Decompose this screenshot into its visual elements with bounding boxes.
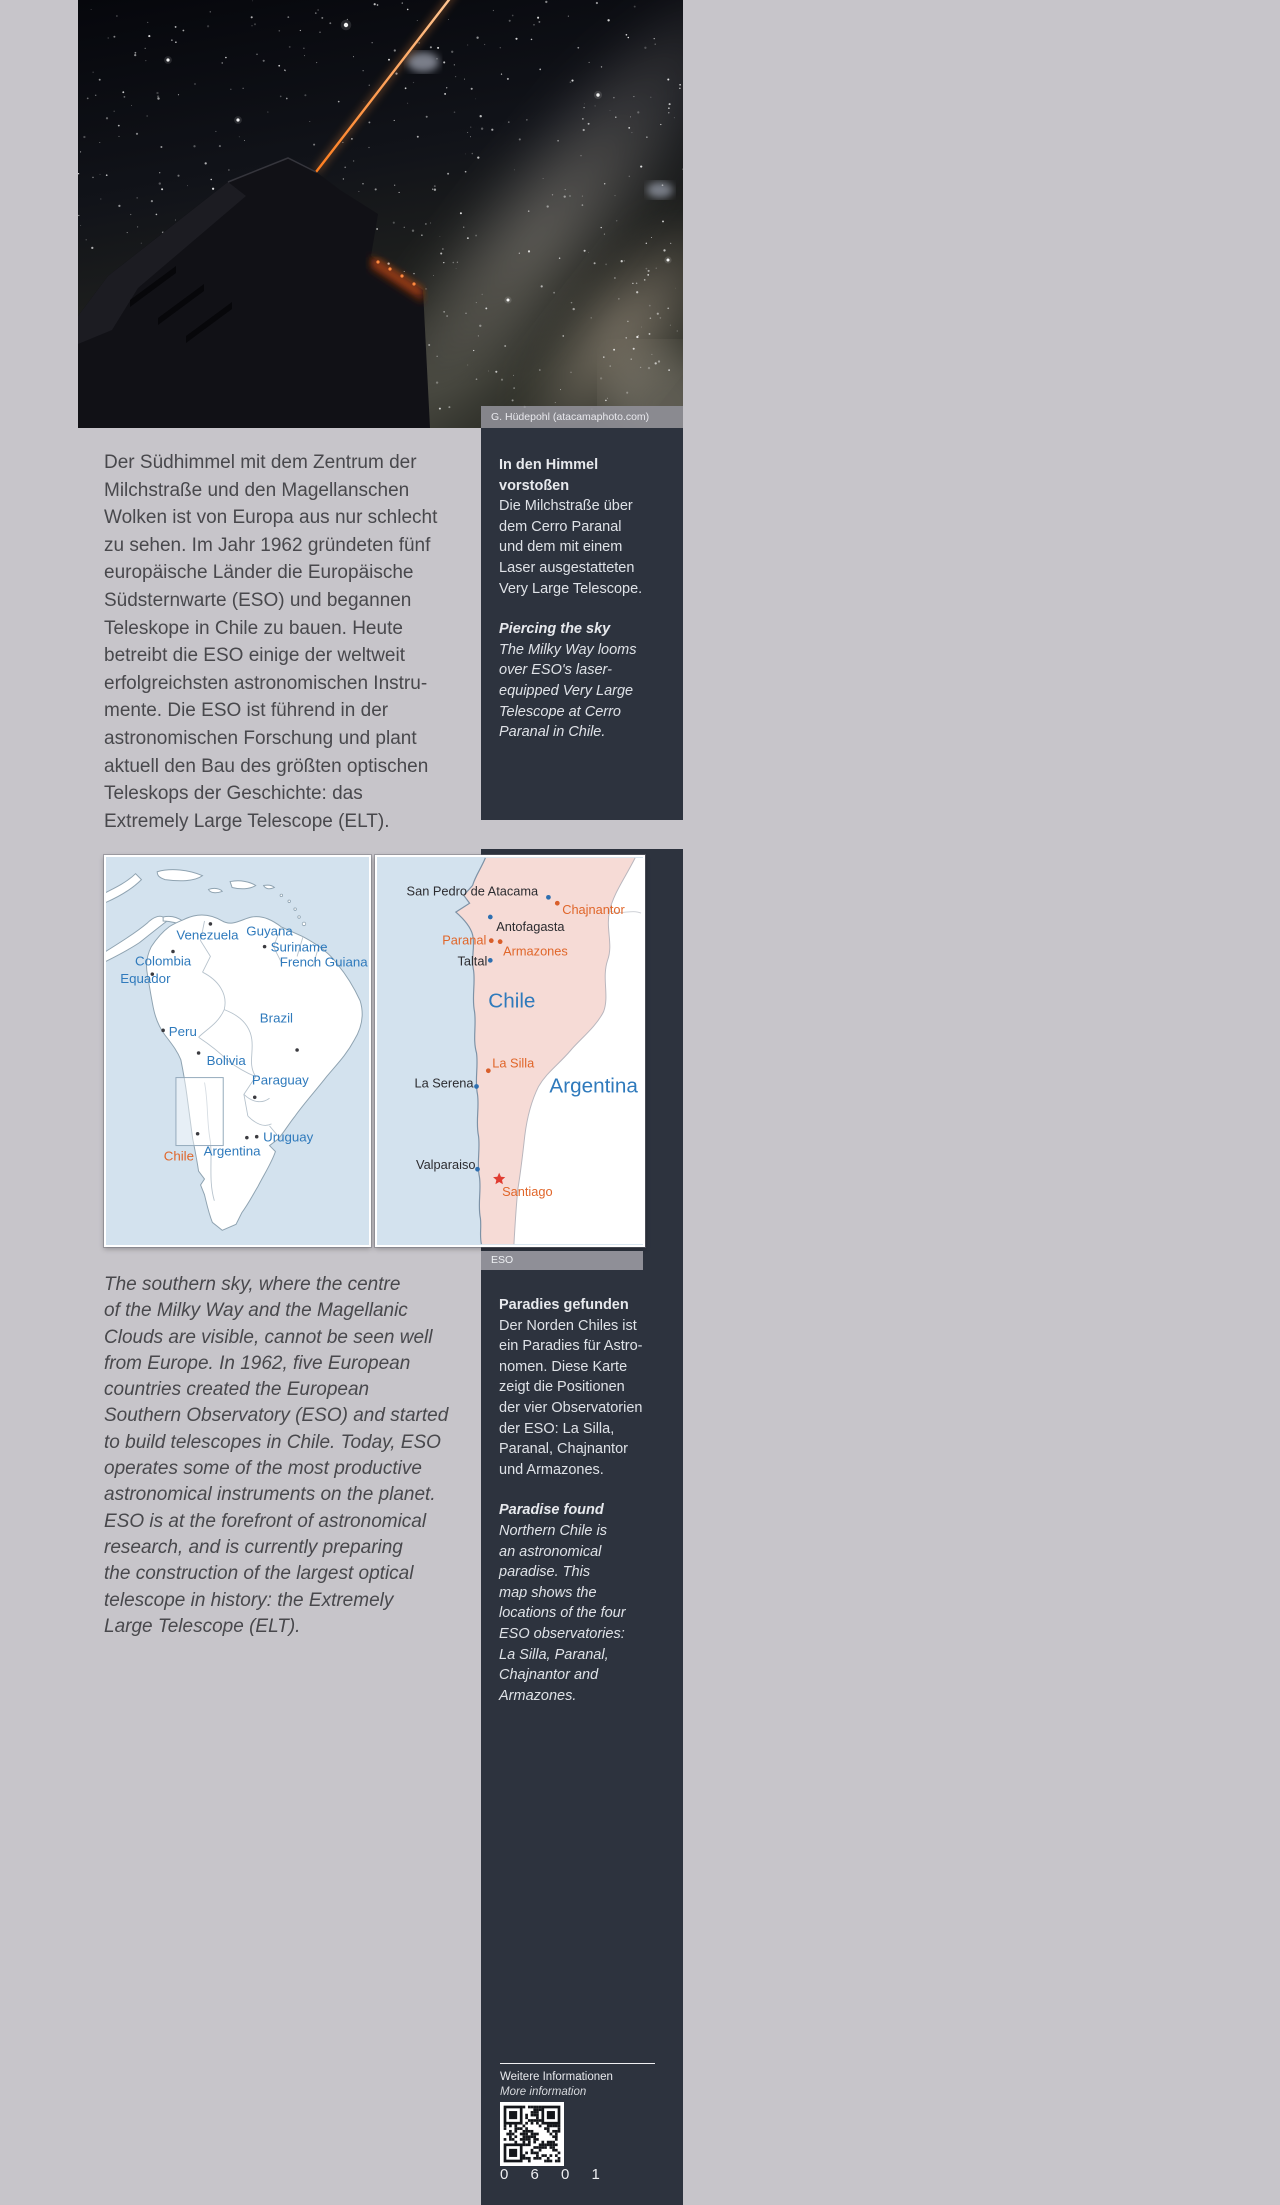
map-label: Taltal: [457, 953, 488, 969]
map-label: Bolivia: [206, 1052, 246, 1068]
map-label: Chajnantor: [562, 902, 625, 918]
footer-divider: [500, 2063, 655, 2064]
map-label: Valparaiso: [415, 1157, 476, 1173]
city-dot: [475, 1167, 480, 1172]
more-info-label-de: Weitere Informationen: [500, 2071, 613, 2083]
caption-title-de: In den Himmel vorstoßen: [499, 457, 599, 494]
photo-credit-bar: [481, 406, 683, 428]
map-label: Argentina: [203, 1143, 261, 1159]
intro-paragraph-de: Der Südhimmel mit dem Zentrum der Milchstraße und den Magellanschen Wolken ist von Europa aus nur schlecht zu sehen. Im Jahr 1962 gründeten fünf europäische Länder die Europäische Südsternwarte (ESO) und begannen Teleskope in Chile zu bauen. Heute betreibt die ESO einige der weltweit erfolgreichsten astronomischen Instru- mente. Die ESO ist führend in der astronomischen Forschung und plant aktuell den Bau des größten optischen Teleskops der Geschichte: das Extremely Large Telescope (ELT).: [104, 452, 438, 832]
night-sky-illustration: [78, 0, 683, 428]
page-number: 0 6 0 1: [500, 2166, 609, 2183]
qr-code: [500, 2102, 564, 2166]
city-dot: [196, 1132, 200, 1136]
caption2-body-en: Northern Chile is an astronomical paradise. This map shows the locations of the four ESO observatories: La Silla, Paranal, Chajnantor and Armazones.: [499, 1522, 626, 1704]
city-dot: [263, 945, 267, 949]
hero-photo: [78, 0, 683, 428]
caption-body-en: The Milky Way looms over ESO's laser- equipped Very Large Telescope at Cerro Paranal in Chile.: [499, 641, 637, 741]
city-dot: [245, 1136, 249, 1140]
caption-title-en: Piercing the sky: [499, 621, 611, 638]
map-label: French Guiana: [279, 954, 368, 970]
city-dot: [474, 1084, 479, 1089]
map-label: Paranal: [442, 932, 487, 948]
map-label: Peru: [168, 1024, 197, 1040]
map-label: Armazones: [503, 943, 568, 959]
map-label: Antofagasta: [496, 918, 565, 934]
map-label: Venezuela: [176, 927, 239, 943]
photo-credit-text: G. Hüdepohl (atacamaphoto.com): [491, 411, 650, 423]
more-info-label-en: More information: [500, 2086, 587, 2098]
city-dot: [209, 922, 213, 926]
city-dot: [488, 958, 493, 963]
map-label: Chile: [163, 1148, 195, 1164]
map-label: Chile: [488, 989, 536, 1013]
observatory-dot: [486, 1068, 491, 1073]
map-chile: [375, 855, 645, 1247]
map-label: Argentina: [549, 1074, 638, 1098]
city-dot: [295, 1048, 299, 1052]
map-credit-text: ESO: [491, 1254, 514, 1266]
observatory-dot: [555, 901, 560, 906]
city-dot: [488, 915, 493, 920]
map-label: Paraguay: [251, 1072, 309, 1088]
caption-body-de: Die Milchstraße über dem Cerro Paranal und dem mit einem Laser ausgestatteten Very Large Telescope.: [499, 498, 643, 597]
zoom-extent-rectangle: [176, 1078, 223, 1146]
map-label: Guyana: [246, 923, 293, 939]
intro-paragraph-en: The southern sky, where the centre of the Milky Way and the Magellanic Clouds are visible, cannot be seen well from Europe. In 1962, five European countries created the European Southern Observatory (ESO) and started to build telescopes in Chile. Today, ESO operates some of the most productive astronomical instruments on the planet. ESO is at the forefront of astronomical research, and is currently preparing the construction of the largest optical telescope in history: the Extremely Large Telescope (ELT).: [104, 1274, 449, 1637]
map-south-america: [104, 855, 371, 1247]
caption2-body-de: Der Norden Chiles ist ein Paradies für Astro- nomen. Diese Karte zeigt die Positionen der vier Observatorien der ESO: La Silla, Paranal, Chajnantor und Armazones.: [499, 1317, 643, 1478]
map-label: Brazil: [259, 1010, 294, 1026]
city-dot: [161, 1029, 165, 1033]
caption-top-content: [499, 455, 671, 743]
map-label: Uruguay: [263, 1129, 314, 1145]
city-dot: [197, 1051, 201, 1055]
map-label: Santiago: [502, 1183, 553, 1199]
city-dot: [253, 1096, 257, 1100]
map-label: Colombia: [135, 953, 192, 969]
observatory-dot: [498, 939, 503, 944]
caption2-title-en: Paradise found: [499, 1502, 604, 1519]
caption2-title-de: Paradies gefunden: [499, 1297, 629, 1313]
map-label: La Silla: [492, 1055, 535, 1071]
city-dot: [546, 895, 551, 900]
observatory-dot: [489, 938, 494, 943]
caption-bottom-content: [499, 1295, 671, 1706]
map-label: Equador: [120, 971, 171, 987]
map-credit-bar: [481, 1251, 643, 1270]
map-label: San Pedro de Atacama: [406, 883, 539, 899]
city-dot: [255, 1135, 259, 1139]
map-label: La Serena: [414, 1075, 474, 1091]
map-label: Suriname: [270, 939, 328, 955]
